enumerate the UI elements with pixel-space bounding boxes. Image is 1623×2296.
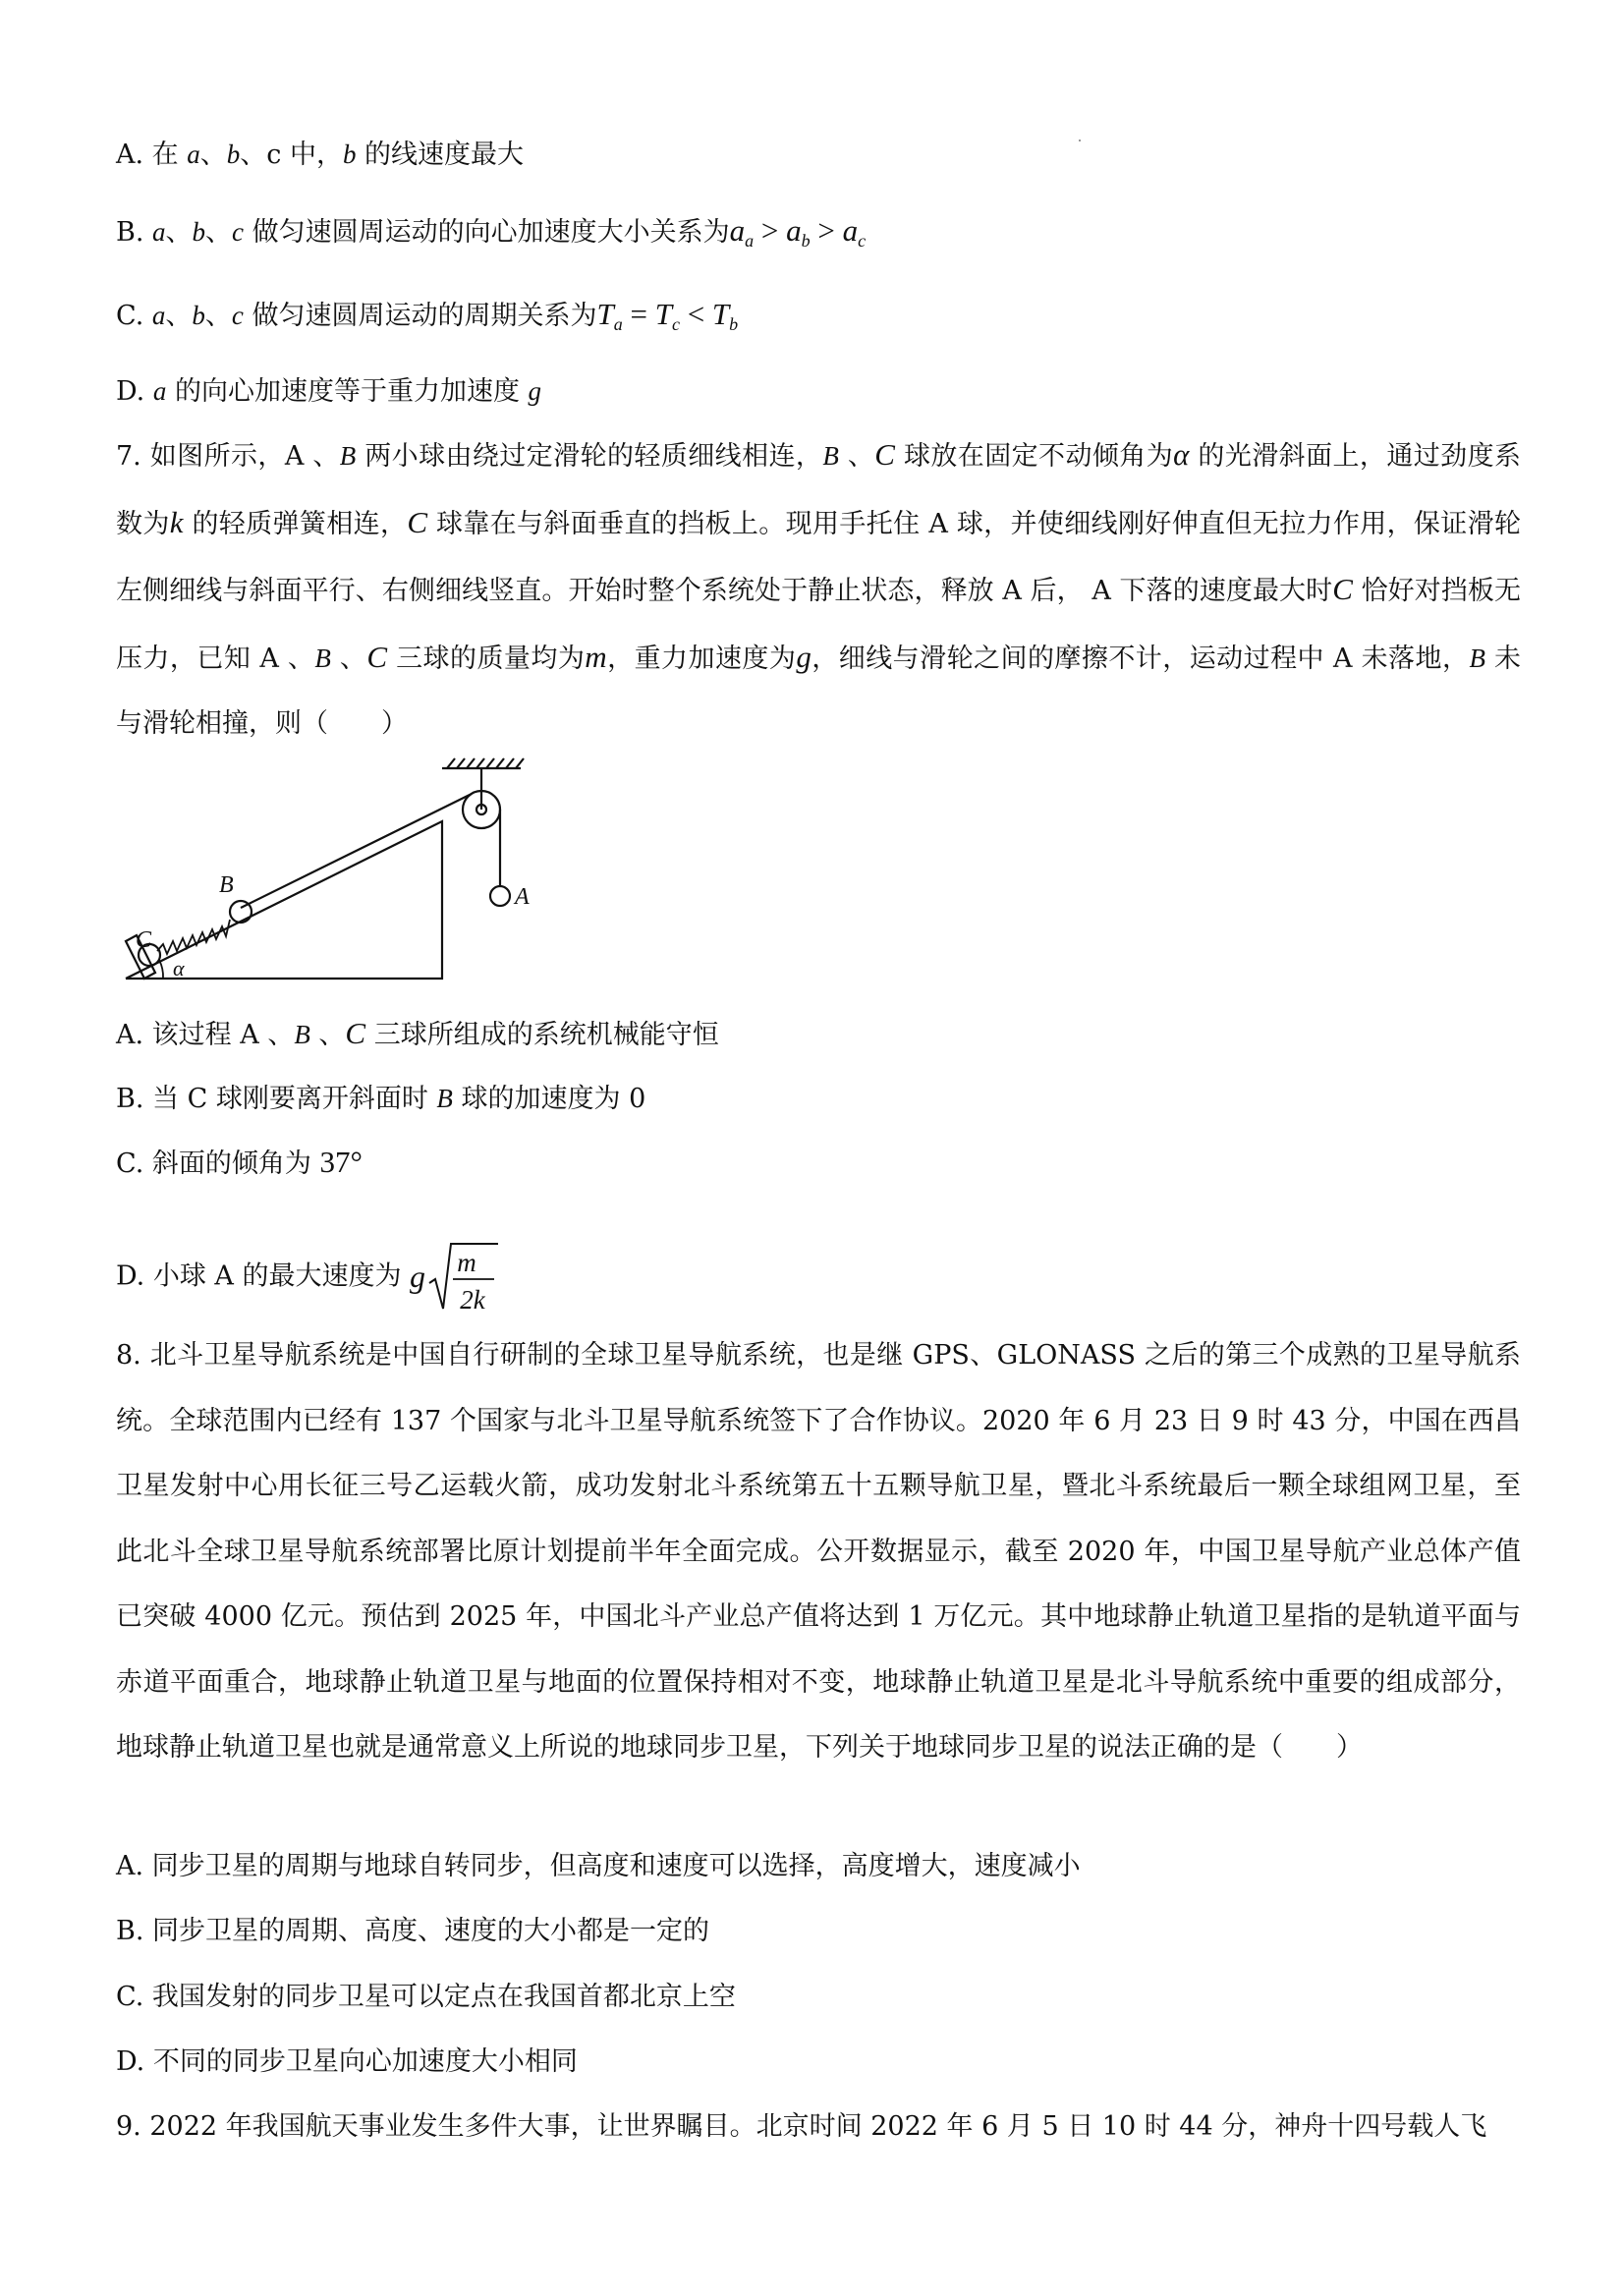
q8-stem: 8. 北斗卫星导航系统是中国自行研制的全球卫星导航系统，也是继 GPS、GLONASS 之后的第三个成熟的卫星导航系统。全球范围内已经有 137 个国家与北斗卫星导航系统签下了合作协议。2020 年 6 月 23 日 9 时 43 分，中国在西昌卫星发射中心用长征三号乙运载火箭，成功发射北斗系统第五十五颗导航卫星，暨北斗系统最后一颗全球组网卫星，至此北斗全球卫星导航系统部署比原计划提前半年全面完成。公开数据显示，截至 2020 年，中国卫星导航产业总体产值已突破 4000 亿元。预估到 2025 年，中国北斗产业总产值将达到 1 万亿元。其中地球静止轨道卫星指的是轨道平面与赤道平面重合，地球静止轨道卫星与地面的位置保持相对不变，地球静止轨道卫星是北斗导航系统中重要的组成部分，地球静止轨道卫星也就是通常意义上所说的地球同步卫星，下列关于地球同步卫星的说法正确的是（ ） (116, 1340, 1521, 1763)
q6-option-a: A. 在 a、b、c 中，b 的线速度最大 (116, 140, 525, 170)
incline-pulley-diagram (118, 755, 550, 990)
ceiling-hatch (447, 758, 524, 768)
spring (157, 920, 230, 954)
label-b: B (219, 872, 234, 898)
q9-stem: 9. 2022 年我国航天事业发生多件大事，让世界瞩目。北京时间 2022 年 6 月 5 日 10 时 44 分，神舟十四号载人飞 (116, 2111, 1487, 2142)
ball-a (490, 886, 510, 906)
q7-option-a: A. 该过程 A 、B 、C 三球所组成的系统机械能守恒 (116, 1016, 719, 1050)
label-c: C (136, 927, 152, 953)
q8-option-b: B. 同步卫星的周期、高度、速度的大小都是一定的 (116, 1916, 710, 1946)
ball-b (230, 901, 252, 923)
label-a: A (515, 884, 530, 910)
q7-option-b: B. 当 C 球刚要离开斜面时 B 球的加速度为 0 (116, 1084, 646, 1114)
period-relation-formula: $T_a = T_c < T_b$ (596, 297, 739, 334)
incline-triangle (126, 821, 442, 979)
string-incline (241, 794, 472, 908)
q8-option-d: D. 不同的同步卫星向心加速度大小相同 (116, 2046, 578, 2077)
svg-text:m: m (457, 1248, 476, 1277)
q6-option-b: B. a、b、c 做匀速圆周运动的向心加速度大小关系为$a_a > a_b > a_c$ (116, 213, 867, 251)
q8-option-c: C. 我国发射的同步卫星可以定点在我国首都北京上空 (116, 1982, 736, 2012)
q7-option-d: D. 小球 A 的最大速度为 g m 2k (116, 1240, 1535, 1309)
q7-option-c: C. 斜面的倾角为 37° (116, 1145, 363, 1179)
svg-text:g: g (410, 1259, 426, 1294)
angle-arc (159, 960, 163, 979)
label-alpha: α (173, 956, 185, 980)
q6-option-c: C. a、b、c 做匀速圆周运动的周期关系为$T_a = T_c < T_b$ (116, 297, 739, 334)
max-speed-formula (410, 1240, 500, 1315)
accel-relation-formula: $a_a > a_b > a_c$ (729, 213, 867, 251)
q7-stem: 7. 如图所示，A 、B 两小球由绕过定滑轮的轻质细线相连，B 、C 球放在固定不动倾角为α 的光滑斜面上，通过劲度系数为k 的轻质弹簧相连，C 球靠在与斜面垂直的挡板上。现用手托住 A 球，并使细线刚好伸直但无拉力作用，保证滑轮左侧细线与斜面平行、右侧细线竖直。开始时整个系统处于静止状态，释放 A 后， A 下落的速度最大时C 恰好对挡板无压力，已知 A 、B 、C 三球的质量均为m，重力加速度为g，细线与滑轮之间的摩擦不计，运动过程中 A 未落地，B 未与滑轮相撞，则（ ） (116, 437, 1522, 739)
svg-text:2k: 2k (460, 1285, 485, 1315)
q6-option-d: D. a 的向心加速度等于重力加速度 g (116, 376, 542, 407)
q8-option-a: A. 同步卫星的周期与地球自转同步，但高度和速度可以选择，高度增大，速度减小 (116, 1851, 1081, 1881)
